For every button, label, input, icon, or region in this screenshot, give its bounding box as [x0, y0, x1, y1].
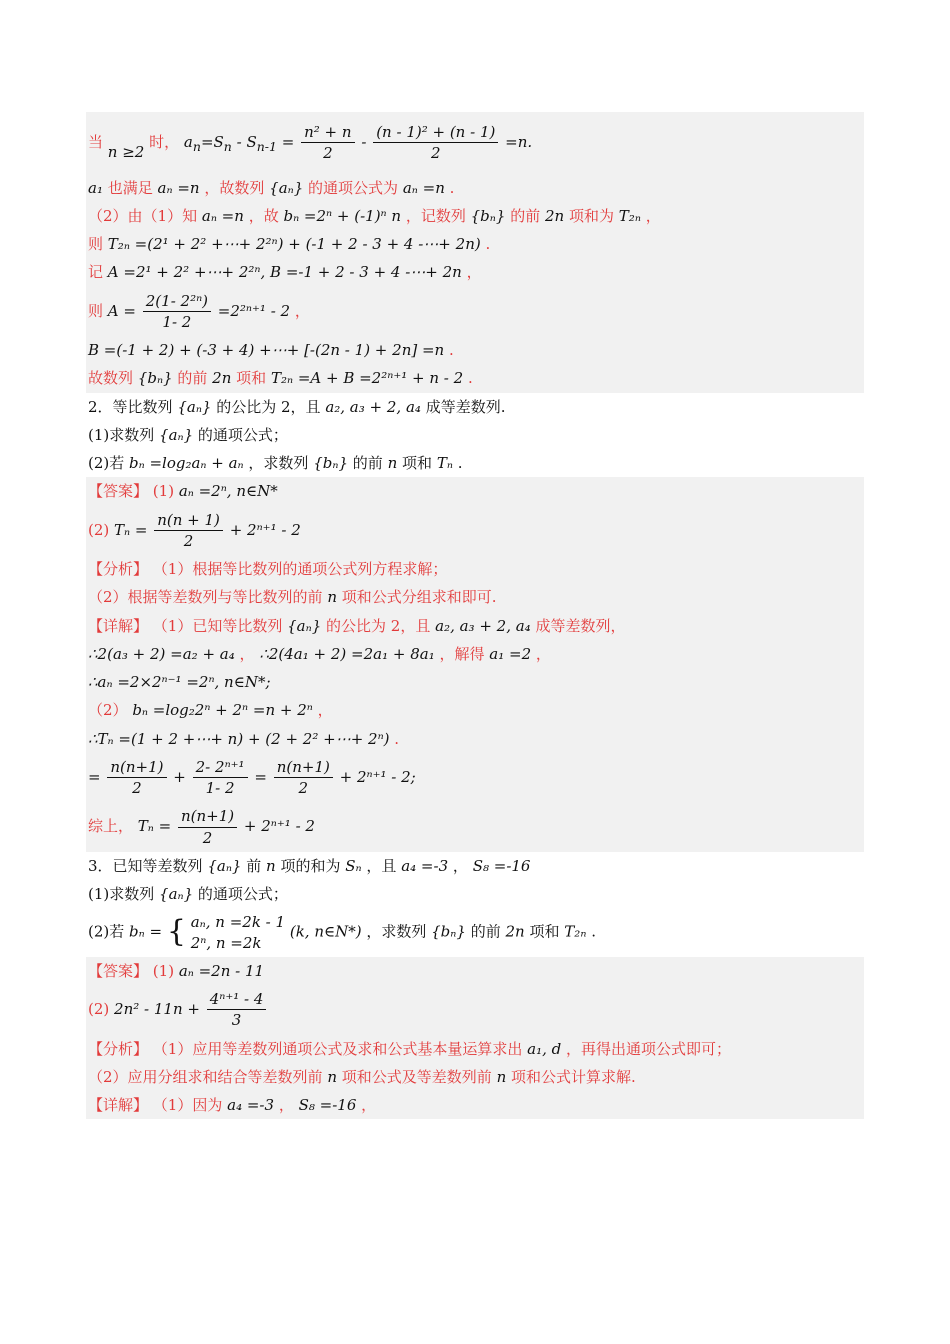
answer-tag: 【答案】 — [88, 482, 149, 501]
math: 2n² - 11n + — [114, 999, 200, 1018]
text: 时， — [149, 132, 180, 151]
math: aₙ =n — [157, 178, 200, 197]
text: 的通项公式； — [197, 425, 288, 444]
line-t2n — [86, 230, 864, 258]
math: + 2ⁿ⁺¹ - 2 — [243, 817, 315, 835]
text: 成等差数列. — [425, 397, 506, 416]
text: ，且 — [366, 856, 397, 875]
text: 项和公式分组求和即可. — [341, 588, 497, 607]
line-part2 — [86, 202, 864, 230]
text: ， — [278, 1096, 294, 1114]
text: (1)求数列 — [88, 425, 155, 444]
text: ， — [535, 644, 551, 663]
math: n — [327, 588, 337, 607]
math: {bₙ} — [313, 454, 348, 472]
math: {bₙ} — [137, 369, 173, 388]
math: a₄ =-3 — [401, 856, 449, 875]
text: 的前 — [177, 369, 208, 388]
math: bₙ =log₂aₙ + aₙ — [129, 454, 244, 472]
detail-line-2 — [86, 640, 864, 668]
math: ∴2(4a₁ + 2) =2a₁ + 8a₁ — [259, 644, 435, 663]
math: ∴Tₙ =(1 + 2 +⋯+ n) + (2 + 2² +⋯+ 2ⁿ) — [88, 729, 390, 748]
detail-line-1 — [86, 1091, 864, 1119]
text: . — [591, 922, 596, 941]
text: 的通项公式； — [197, 885, 288, 903]
math: {aₙ} — [269, 178, 304, 197]
math: a₂, a₃ + 2, a₄ — [325, 397, 421, 416]
math: bₙ =2ⁿ + (-1)ⁿ n — [283, 206, 402, 225]
math: (k, n∈N*) — [289, 922, 362, 941]
problem-3-part2 — [86, 908, 864, 957]
problem-2-statement — [86, 393, 864, 421]
math: a₂, a₃ + 2, a₄ — [435, 616, 531, 635]
text: 的前 — [510, 206, 541, 225]
text: 综上， — [88, 817, 134, 835]
text: ，故数列 — [204, 178, 265, 197]
solution-block-2 — [86, 477, 864, 852]
math: bₙ = — [129, 922, 163, 941]
text: . — [394, 729, 400, 748]
text: (1) — [152, 961, 175, 980]
text: 的公比为 2，且 — [216, 397, 321, 416]
text: . — [467, 369, 473, 388]
answer-line-2 — [86, 985, 864, 1035]
answer-tag: 【答案】 — [88, 961, 149, 980]
math: bₙ =log₂2ⁿ + 2ⁿ =n + 2ⁿ — [132, 701, 313, 720]
fraction: $\frac{n(n+1)}{2}$ — [178, 806, 237, 848]
detail-tag: 【详解】 — [88, 1096, 149, 1114]
text: 则 — [88, 301, 104, 320]
text: . — [485, 235, 491, 253]
text: 项和 — [529, 922, 560, 941]
math: a₁ — [88, 178, 103, 197]
text: ， — [452, 856, 468, 875]
math: 2n — [545, 206, 565, 225]
math: ∴aₙ =2×2ⁿ⁻¹ =2ⁿ, n∈N*; — [88, 673, 271, 691]
problem-2-part2 — [86, 449, 864, 477]
text: . — [449, 178, 455, 197]
summary-line — [86, 802, 864, 852]
math: a₄ =-3 — [227, 1096, 275, 1114]
analysis-tag: 【分析】 — [88, 560, 149, 578]
fraction: $\frac{\text{2(1- 2²ⁿ)}}{1- 2}$ — [143, 291, 211, 333]
text: ，记数列 — [405, 206, 466, 225]
math: aₙ =n — [201, 206, 244, 225]
text: 也满足 — [107, 178, 153, 197]
math: T₂ₙ =(2¹ + 2² +⋯+ 2²ⁿ) + (-1 + 2 - 3 + 4 -⋯+ 2n) — [107, 235, 481, 253]
math: {bₙ} — [431, 922, 466, 941]
text: . — [457, 454, 463, 472]
text: (2)若 — [88, 454, 125, 472]
math: 2n — [505, 922, 525, 941]
math: + 2ⁿ⁺¹ - 2; — [339, 767, 416, 786]
math: Tₙ = — [137, 817, 172, 835]
fraction: $\frac{\text{n² + n}}{2}$ — [301, 122, 354, 164]
text: （2）由（1）知 — [88, 206, 198, 225]
text: 记 — [88, 263, 104, 282]
text: 前 — [246, 856, 262, 875]
detail-line-1 — [86, 612, 864, 640]
text: 2．等比数列 — [88, 397, 173, 416]
text: 项和 — [402, 454, 433, 472]
text: （1）应用等差数列通项公式及求和公式基本量运算求出 — [152, 1039, 523, 1058]
fraction: $\frac{\text{2- 2ⁿ⁺¹}}{1- 2}$ — [193, 757, 248, 799]
line-a1-satisfies — [86, 174, 864, 202]
math: aₙ =2ⁿ, n∈N* — [178, 482, 278, 501]
math: n — [387, 454, 398, 472]
text: ， — [466, 263, 482, 282]
math: + — [173, 767, 186, 786]
fraction: $\frac{n(n+1)}{2}$ — [274, 757, 333, 799]
text: (2) — [88, 999, 110, 1018]
problem-3-part1 — [86, 880, 864, 908]
math: {bₙ} — [470, 206, 506, 225]
line-define-ab — [86, 258, 864, 286]
line-case-n-ge-2: 当 n ≥2 时， $a_n=S_n - S_{n-1}$ = $\frac{\text{n² + n}}{2}$ - $\frac{\text{(n - 1)² + (n - 1)}}{2}$ =n. — [88, 123, 533, 163]
math: T₂ₙ — [618, 206, 641, 225]
answer-line-1 — [86, 957, 864, 985]
text: （1）根据等比数列的通项公式列方程求解； — [152, 560, 448, 578]
page-content — [86, 112, 864, 1119]
math: =2²ⁿ⁺¹ - 2 — [217, 301, 291, 320]
math: aₙ =2n - 11 — [178, 961, 265, 980]
math: n — [327, 1067, 337, 1086]
text: ， — [294, 301, 310, 320]
text: 的前 — [470, 922, 501, 941]
text: 项和 — [236, 369, 267, 388]
text: ，再得出通项公式即可； — [566, 1039, 732, 1058]
text: ， — [645, 206, 661, 225]
text: (2)若 — [88, 922, 125, 941]
text: (1)求数列 — [88, 885, 155, 903]
text: 成等差数列， — [535, 616, 626, 635]
detail-line-5 — [86, 725, 864, 753]
math: {aₙ} — [177, 397, 212, 416]
math: Sₙ — [345, 856, 362, 875]
answer-line-2 — [86, 506, 864, 556]
math: 2n — [212, 369, 232, 388]
analysis-line-1 — [86, 1035, 864, 1063]
math: n — [496, 1067, 507, 1086]
text: ，求数列 — [366, 922, 427, 941]
text: ， — [361, 1096, 377, 1114]
math: T₂ₙ =A + B =2²ⁿ⁺¹ + n - 2 — [270, 369, 464, 388]
math: T₂ₙ — [564, 922, 587, 941]
text: ，求数列 — [248, 454, 309, 472]
text: 的通项公式为 — [308, 178, 399, 197]
math: = — [88, 767, 101, 786]
line-a-value — [86, 287, 864, 337]
analysis-line-2 — [86, 1063, 864, 1091]
fraction: $\frac{n(n + 1)}{2}$ — [154, 510, 223, 552]
text: (1) — [152, 482, 175, 501]
math: {aₙ} — [287, 616, 322, 635]
detail-line-6 — [86, 753, 864, 803]
math: = — [254, 767, 267, 786]
text: ，故 — [248, 206, 279, 225]
math: n ≥2 — [107, 142, 145, 161]
math-an: $a_n=S_n - S_{n-1}$ = — [183, 132, 295, 154]
text: （2） — [88, 701, 128, 720]
analysis-tag: 【分析】 — [88, 1039, 149, 1058]
math: n — [266, 856, 276, 875]
text: （1）已知等比数列 — [152, 616, 283, 635]
solution-block-3 — [86, 957, 864, 1120]
fraction: $\frac{\text{4ⁿ⁺¹ - 4}}{3}$ — [207, 989, 267, 1031]
line-conclusion — [86, 364, 864, 392]
solution-block-1 — [86, 112, 864, 393]
math: Tₙ — [436, 454, 453, 472]
math: aₙ, n =2k - 1 — [190, 913, 286, 932]
line-b-value — [86, 336, 864, 364]
math: S₈ =-16 — [472, 856, 531, 875]
analysis-line-2 — [86, 583, 864, 611]
math: {aₙ} — [159, 885, 194, 903]
piecewise-brace: { aₙ, n =2k - 1 2ⁿ, n =2k — [166, 913, 286, 952]
math: S₈ =-16 — [298, 1096, 357, 1114]
analysis-line-1 — [86, 555, 864, 583]
math: {aₙ} — [159, 425, 194, 444]
detail-tag: 【详解】 — [88, 616, 149, 635]
text: ，解得 — [439, 644, 485, 663]
text: 故数列 — [88, 369, 134, 388]
text: （2）应用分组求和结合等差数列前 — [88, 1067, 323, 1086]
text: 的公比为 2，且 — [326, 616, 431, 635]
text: 项和公式计算求解. — [511, 1067, 636, 1086]
math: 2ⁿ, n =2k — [190, 933, 262, 952]
math: a₁, d — [527, 1039, 562, 1058]
text: 的前 — [352, 454, 383, 472]
math: A =2¹ + 2² +⋯+ 2²ⁿ, B =-1 + 2 - 3 + 4 -⋯+ 2n — [107, 263, 462, 282]
math: =n. — [505, 132, 533, 151]
problem-2 — [86, 393, 864, 852]
text: 3．已知等差数列 — [88, 856, 203, 875]
detail-line-3 — [86, 668, 864, 696]
math: + 2ⁿ⁺¹ - 2 — [229, 520, 301, 539]
math: Tₙ = — [114, 520, 148, 539]
problem-2-part1 — [86, 421, 864, 449]
text: ， — [317, 701, 333, 720]
math: aₙ =n — [402, 178, 445, 197]
text: . — [448, 341, 454, 359]
text: （1）因为 — [152, 1096, 223, 1114]
problem-3-statement — [86, 852, 864, 880]
text: (2) — [88, 520, 110, 539]
text: 项的和为 — [280, 856, 341, 875]
text: 项和公式及等差数列前 — [341, 1067, 492, 1086]
fraction: $\frac{n(n+1)}{2}$ — [107, 757, 166, 799]
problem-3 — [86, 852, 864, 1120]
text: （2）根据等差数列与等比数列的前 — [88, 588, 323, 607]
text: 则 — [88, 235, 104, 253]
math: ∴2(a₃ + 2) =a₂ + a₄ — [88, 644, 235, 663]
text: ， — [239, 644, 255, 663]
answer-line-1 — [86, 477, 864, 505]
fraction: $\frac{\text{(n - 1)² + (n - 1)}}{2}$ — [373, 122, 498, 164]
text: 项和为 — [569, 206, 615, 225]
math: {aₙ} — [207, 856, 242, 875]
math: a₁ =2 — [489, 644, 532, 663]
text: 当 — [88, 132, 104, 151]
math: A = — [107, 301, 136, 320]
detail-line-4 — [86, 696, 864, 724]
math: B =(-1 + 2) + (-3 + 4) +⋯+ [-(2n - 1) + 2n] =n — [88, 341, 445, 359]
